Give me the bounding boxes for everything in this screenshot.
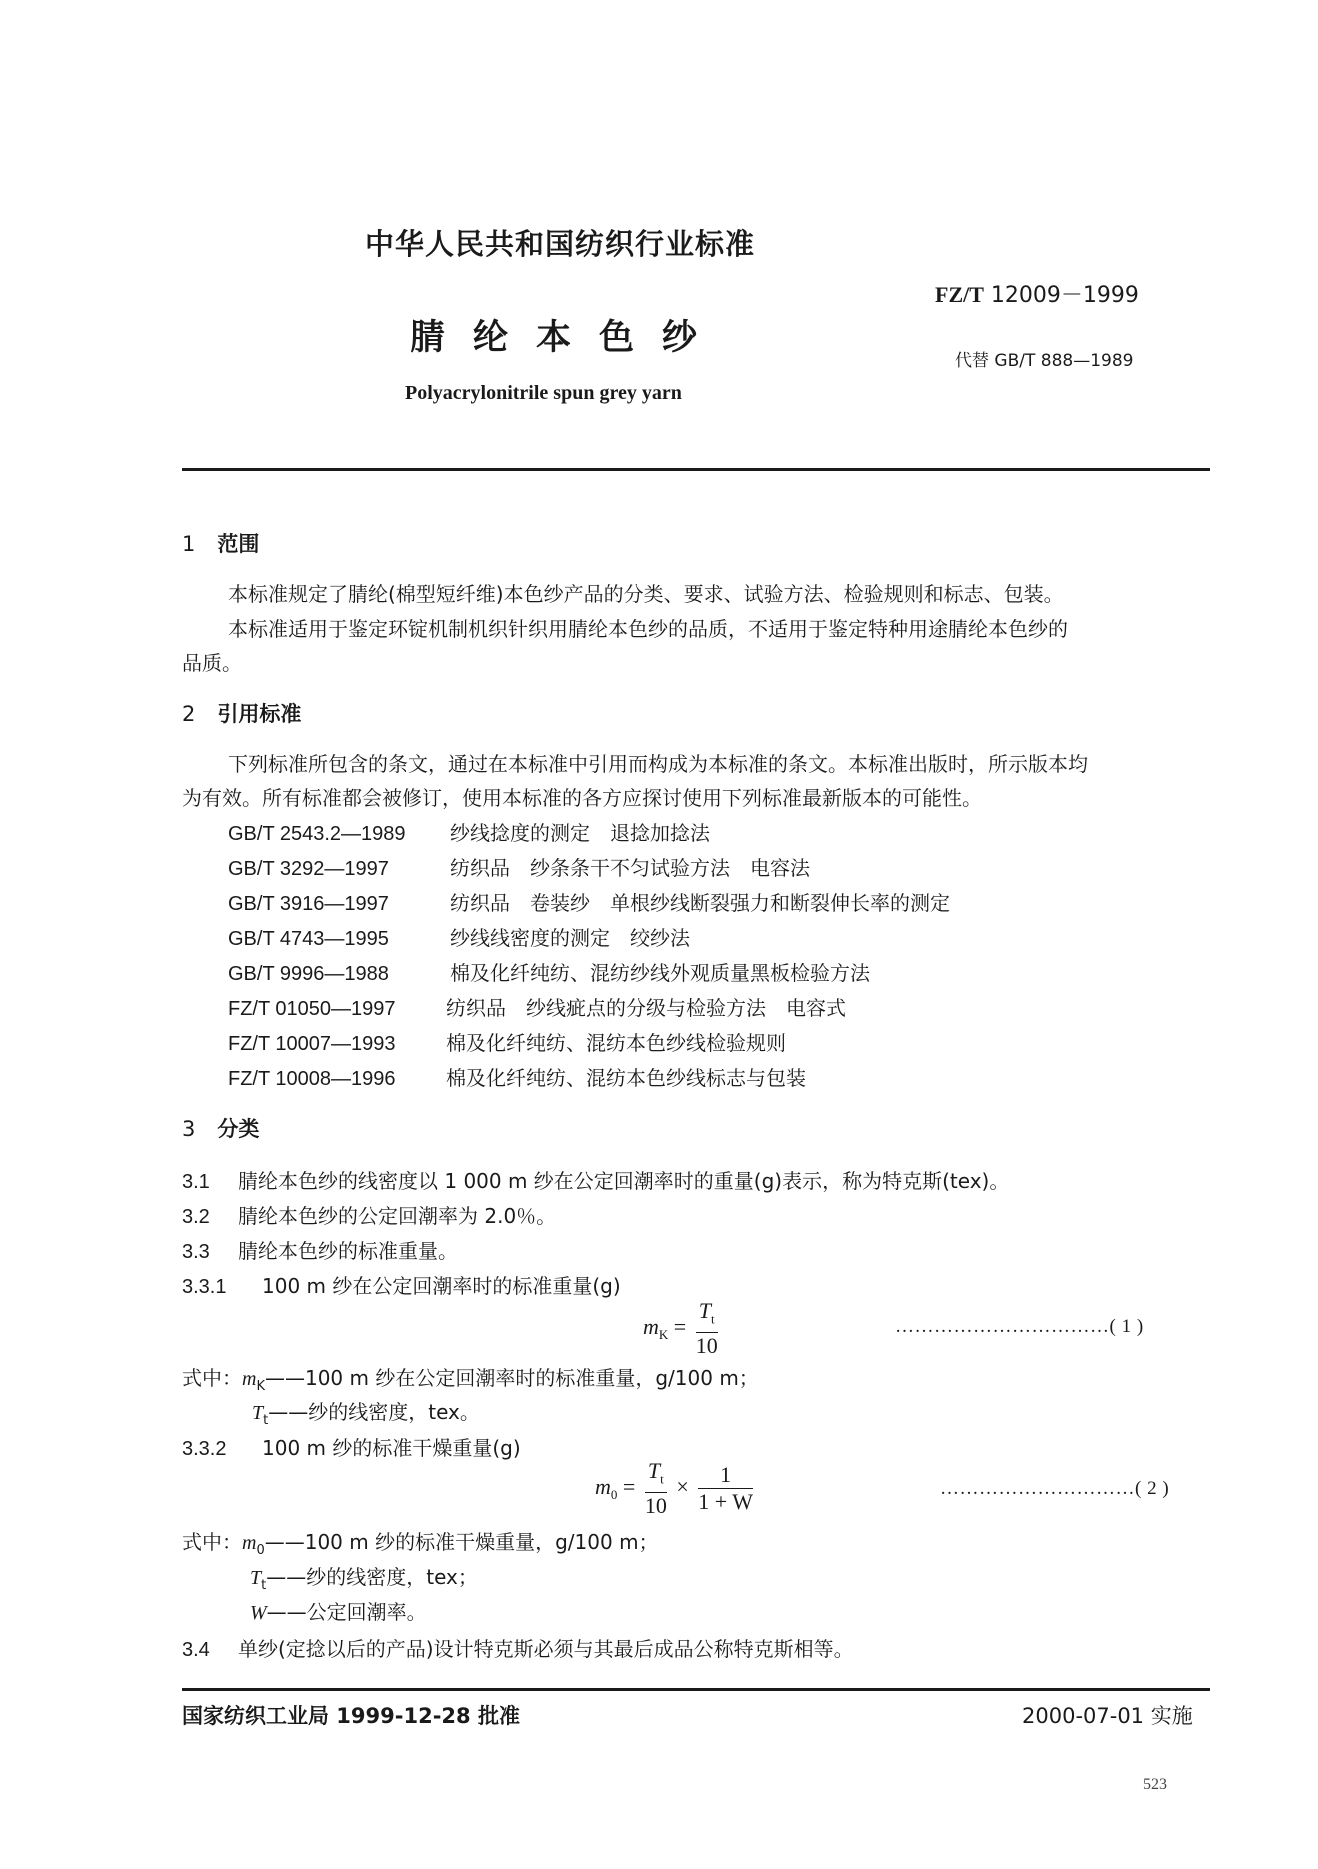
section-3-heading: 3 分类 <box>182 1117 260 1141</box>
clause-3-3-2: 3.3.2 100 m 纱的标准干燥重量(g) <box>182 1436 521 1460</box>
reference-item: FZ/T 10007—1993 棉及化纤纯纺、混纺本色纱线检验规则 <box>228 1031 786 1055</box>
formula-2-label: …………………………( 2 ) <box>940 1478 1170 1499</box>
section-2-para-a: 下列标准所包含的条文，通过在本标准中引用而构成为本标准的条文。本标准出版时，所示版本均 <box>228 752 1088 776</box>
footer-divider <box>182 1688 1210 1691</box>
reference-item: GB/T 3292—1997 纺织品 纱条条干不匀试验方法 电容法 <box>228 856 810 880</box>
clause-3-4: 3.4 单纱(定捻以后的产品)设计特克斯必须与其最后成品公称特克斯相等。 <box>182 1637 854 1661</box>
reference-item: GB/T 2543.2—1989 纱线捻度的测定 退捻加捻法 <box>228 821 710 845</box>
formula-1-where-2: $T_t——$纱的线密度，tex。 <box>252 1400 480 1428</box>
section-1-para-2b: 品质。 <box>182 651 242 675</box>
formula-2: $m_0$ = $\frac{T_t}{10}$ × $\frac{1}{1 + W}$ <box>595 1458 754 1519</box>
header-divider <box>182 468 1210 471</box>
clause-3-2: 3.2 腈纶本色纱的公定回潮率为 2.0％。 <box>182 1204 557 1228</box>
clause-3-1: 3.1 腈纶本色纱的线密度以 1 000 m 纱在公定回潮率时的重量(g)表示，称为特克斯(tex)。 <box>182 1169 1010 1193</box>
formula-2-where-2: $T_t——$纱的线密度，tex； <box>250 1565 478 1593</box>
clause-3-3: 3.3 腈纶本色纱的标准重量。 <box>182 1239 458 1263</box>
formula-2-where-3: W——公定回潮率。 <box>250 1600 427 1624</box>
formula-2-where-1: 式中：$m_0——100$ m 纱的标准干燥重量，g/100 m； <box>182 1530 659 1558</box>
standard-prefix: FZ/T <box>935 282 984 307</box>
replaces-note: 代替 GB/T 888—1989 <box>955 351 1134 371</box>
page-number: 523 <box>1143 1776 1167 1793</box>
english-title: Polyacrylonitrile spun grey yarn <box>405 382 682 404</box>
formula-1: $m_K$ = $\frac{T_t}{10}$ <box>643 1298 718 1359</box>
standard-code: 12009－1999 <box>990 283 1139 308</box>
section-1-para-1: 本标准规定了腈纶(棉型短纤维)本色纱产品的分类、要求、试验方法、检验规则和标志、包装。 <box>228 582 1064 606</box>
reference-item: GB/T 3916—1997 纺织品 卷装纱 单根纱线断裂强力和断裂伸长率的测定 <box>228 891 950 915</box>
formula-1-label: ……………………………( 1 ) <box>895 1316 1144 1337</box>
standard-number <box>935 278 1139 309</box>
clause-3-3-1: 3.3.1 100 m 纱在公定回潮率时的标准重量(g) <box>182 1274 621 1298</box>
issuing-body-title: 中华人民共和国纺织行业标准 <box>365 227 756 261</box>
section-2-heading: 2 引用标准 <box>182 702 302 726</box>
reference-item: FZ/T 01050—1997 纺织品 纱线疵点的分级与检验方法 电容式 <box>228 996 846 1020</box>
reference-item: FZ/T 10008—1996 棉及化纤纯纺、混纺本色纱线标志与包装 <box>228 1066 806 1090</box>
approval-date: 国家纺织工业局 1999-12-28 批准 <box>182 1704 520 1728</box>
formula-1-where-1: 式中：$m_K——100$ m 纱在公定回潮率时的标准重量，g/100 m； <box>182 1366 759 1394</box>
reference-item: GB/T 9996—1988 棉及化纤纯纺、混纺纱线外观质量黑板检验方法 <box>228 961 870 985</box>
reference-item: GB/T 4743—1995 纱线线密度的测定 绞纱法 <box>228 926 690 950</box>
section-1-para-2a: 本标准适用于鉴定环锭机制机织针织用腈纶本色纱的品质，不适用于鉴定特种用途腈纶本色纱的 <box>228 617 1068 641</box>
section-1-heading: 1 范围 <box>182 532 260 556</box>
section-2-para-b: 为有效。所有标准都会被修订，使用本标准的各方应探讨使用下列标准最新版本的可能性。 <box>182 786 982 810</box>
document-title: 腈纶本色纱 <box>410 318 726 358</box>
effective-date: 2000-07-01 实施 <box>1022 1704 1193 1728</box>
